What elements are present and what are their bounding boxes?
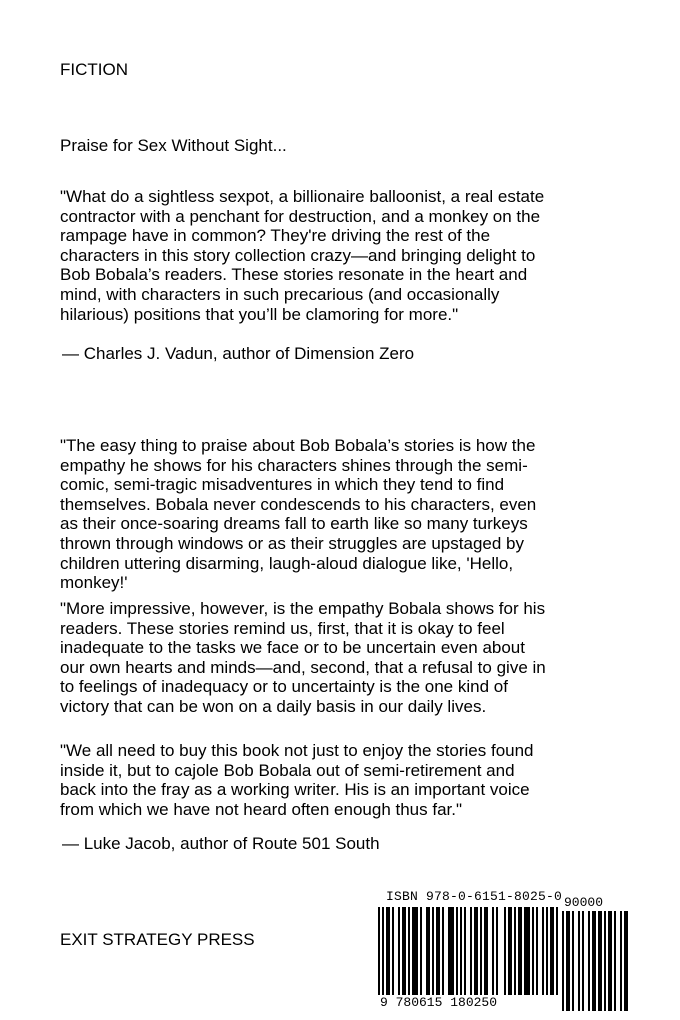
barcode-digits: 9 780615 180250 [380,995,498,1010]
review-line: our own hearts and minds—and, second, that a refusal to give in [60,657,546,677]
barcode-bar [432,907,434,995]
barcode-bar [524,907,530,995]
review-line: inside it, but to cajole Bob Bobala out of semi-retirement and [60,760,515,780]
review-luke-jacob-para1 [60,436,620,593]
barcode-bar [536,907,538,995]
barcode-bar [426,907,430,995]
review-line: "The easy thing to praise about Bob Bobala’s stories is how the [60,436,536,455]
barcode-bar [546,907,548,995]
review-line: Bob Bobala’s readers. These stories resonate in the heart and [60,265,528,285]
review-line: "What do a sightless sexpot, a billionaire balloonist, a real estate [60,187,545,206]
barcode-bar [398,907,400,995]
barcode-bar [448,907,454,995]
review-line: rampage have in common? They're driving the rest of the [60,226,491,246]
barcode-bar [378,907,380,995]
barcode-bar [402,907,406,995]
barcode-bar [598,911,602,1011]
barcode-bar [382,907,384,995]
addon-barcode-bars [562,893,628,1013]
barcode-bar [408,907,410,995]
barcode-bar [496,907,498,995]
review-charles-vadun [60,187,620,324]
barcode-bar [508,907,512,995]
barcode-bar [484,907,488,995]
barcode-bar [562,911,564,1011]
barcode-bar [556,907,558,995]
barcode-bar [588,911,590,1011]
review-line: "We all need to buy this book not just to enjoy the stories found [60,741,534,760]
barcode-bar [492,907,494,995]
review-luke-jacob-para2 [60,599,620,717]
review-line: "More impressive, however, is the empathy Bobala shows for his [60,599,546,618]
barcode-bar [572,911,574,1011]
barcode-bar [614,911,616,1011]
barcode-bar [542,907,544,995]
barcode-bar [604,911,606,1011]
barcode-bar [624,911,628,1011]
barcode-bar [420,907,422,995]
review-line: inadequate to the tasks we face or to be uncertain even about [60,638,525,658]
barcode-bar [460,907,462,995]
barcode-bar [532,907,534,995]
review-luke-jacob-para3 [60,741,620,819]
attribution-charles-vadun: — Charles J. Vadun, author of Dimension Zero [62,344,415,363]
review-line: themselves. Bobala never condescends to his characters, even [60,494,537,514]
barcode-bar [582,911,584,1011]
addon-digits: 90000 [564,895,604,910]
review-line: mind, with characters in such precarious (and occasionally [60,284,500,304]
review-line: monkey!' [60,573,128,593]
review-line: as their once-soaring dreams fall to earth like so many turkeys [60,514,528,534]
barcode-bar [480,907,482,995]
review-line: children uttering disarming, laugh-aloud dialogue like, 'Hello, [60,553,514,573]
barcode-bar [474,907,478,995]
review-line: victory that can be won on a daily basis in our daily lives. [60,696,487,716]
review-line: thrown through windows or as their struggles are upstaged by [60,533,524,553]
review-line: hilarious) positions that you’ll be clamoring for more." [60,304,459,324]
category-label: FICTION [60,60,128,79]
barcode-bar [592,911,596,1011]
review-line: empathy he shows for his characters shines through the semi- [60,455,528,475]
review-line: characters in this story collection crazy—and bringing delight to [60,245,536,265]
barcode-bar [470,907,472,995]
review-line: from which we have not heard often enough thus far." [60,799,463,819]
barcode-bar [620,911,622,1011]
barcode-bar [436,907,440,995]
isbn-barcode [378,889,630,1013]
barcode-bar [412,907,418,995]
review-line: back into the fray as a working writer. His is an important voice [60,780,530,800]
review-line: readers. These stories remind us, first, that it is okay to feel [60,618,505,638]
barcode-bar [442,907,444,995]
barcode-bar [392,907,394,995]
barcode-bar [504,907,506,995]
barcode-bar [608,911,612,1011]
barcode-bar [386,907,390,995]
review-line: contractor with a penchant for destruction, and a monkey on the [60,206,541,226]
attribution-luke-jacob: — Luke Jacob, author of Route 501 South [62,834,380,853]
barcode-bar [464,907,466,995]
barcode-bar [550,907,554,995]
review-line: to feelings of inadequacy or to uncertainty is the one kind of [60,677,508,697]
publisher-name: EXIT STRATEGY PRESS [60,930,255,949]
barcode-bar [456,907,458,995]
barcode-bar [514,907,516,995]
review-line: comic, semi-tragic misadventures in which they tend to find [60,475,505,495]
barcode-bar [578,911,580,1011]
praise-heading: Praise for Sex Without Sight... [60,136,287,155]
isbn-label: ISBN 978-0-6151-8025-0 [386,889,563,904]
barcode-bar [518,907,522,995]
barcode-bar [566,911,570,1011]
